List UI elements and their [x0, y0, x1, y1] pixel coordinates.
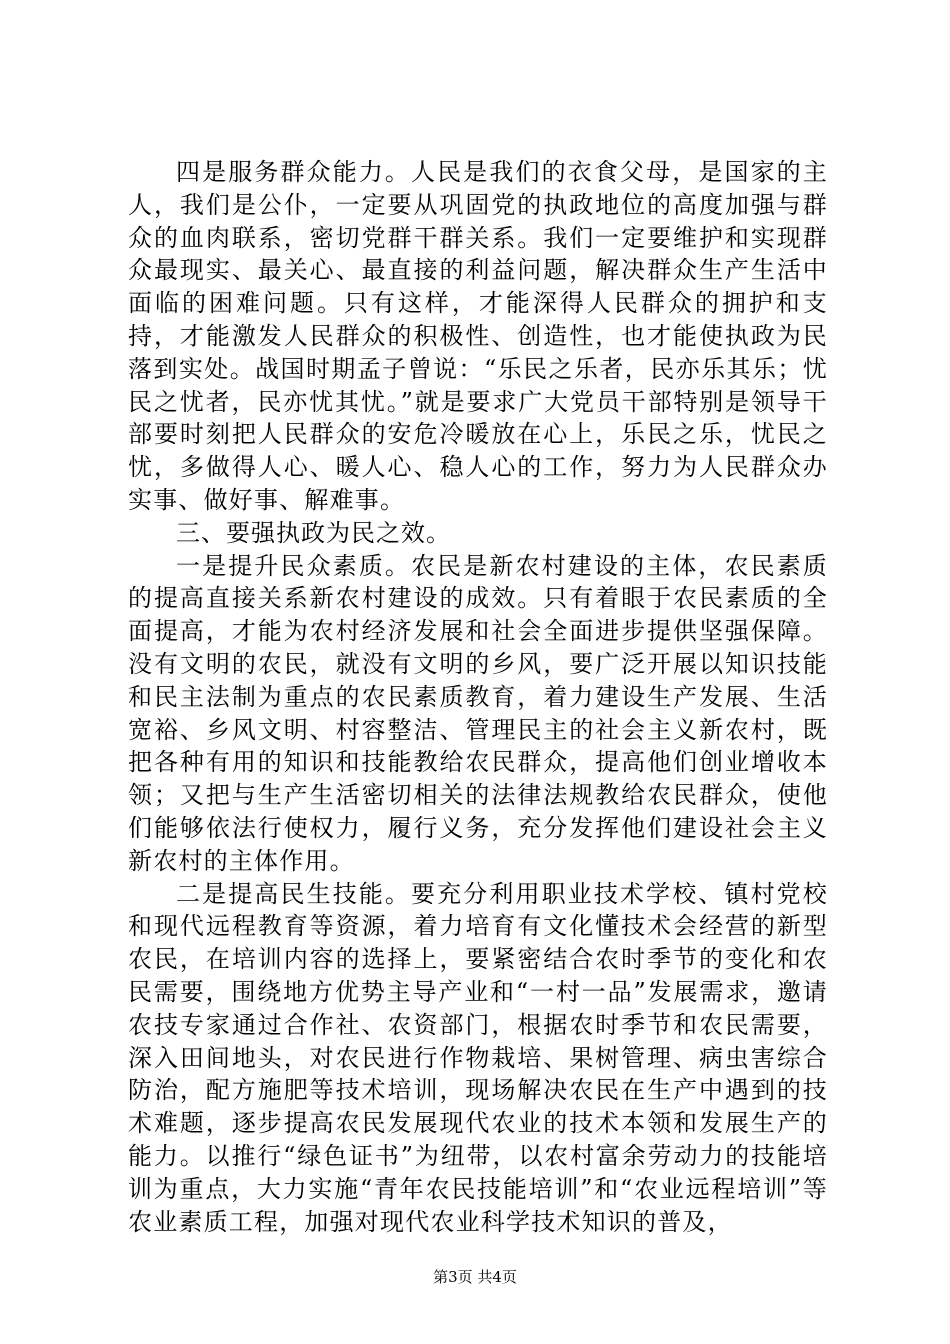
section-heading-3: 三、要强执政为民之效。 — [176, 518, 451, 547]
page-footer: 第3页 共4页 — [433, 1268, 517, 1286]
paragraph-improve-quality: 一是提升民众素质。农民是新农村建设的主体，农民素质的提高直接关系新农村建设的成效。只有着眼于农民素质的全面提高，才能为农村经济发展和社会全面进步提供坚强保障。没有文明的农民，就没有文明的乡风，要广泛开展以知识技能和民主法制为重点的农民素质教育，着力建设生产发展、生活宽裕、乡风文明、村容整洁、管理民主的社会主义新农村，既把各种有用的知识和技能教给农民群众，提高他们创业增收本领；又把与生产生活密切相关的法律法规教给农民群众，使他们能够依法行使权力，履行义务，充分发挥他们建设社会主义新农村的主体作用。 — [128, 551, 828, 875]
paragraph-service-ability: 四是服务群众能力。人民是我们的衣食父母，是国家的主人，我们是公仆，一定要从巩固党的执政地位的高度加强与群众的血肉联系，密切党群干群关系。我们一定要维护和实现群众最现实、最关心、最直接的利益问题，解决群众生产生活中面临的困难问题。只有这样，才能深得人民群众的拥护和支持，才能激发人民群众的积极性、创造性，也才能使执政为民落到实处。战国时期孟子曾说：“乐民之乐者，民亦乐其乐；忧民之忧者，民亦忧其忧。”就是要求广大党员干部特别是领导干部要时刻把人民群众的安危冷暖放在心上，乐民之乐，忧民之忧，多做得人心、暖人心、稳人心的工作，努力为人民群众办实事、做好事、解难事。 — [128, 158, 828, 514]
document-body — [128, 156, 828, 1238]
paragraph-improve-skills: 二是提高民生技能。要充分利用职业技术学校、镇村党校和现代远程教育等资源，着力培育有文化懂技术会经营的新型农民，在培训内容的选择上，要紧密结合农时季节的变化和农民需要，围绕地方优势主导产业和“一村一品”发展需求，邀请农技专家通过合作社、农资部门，根据农时季节和农民需要，深入田间地头，对农民进行作物栽培、果树管理、病虫害综合防治，配方施肥等技术培训，现场解决农民在生产中遇到的技术难题，逐步提高农民发展现代农业的技术本领和发展生产的能力。以推行“绿色证书”为纽带，以农村富余劳动力的技能培训为重点，大力实施“青年农民技能培训”和“农业远程培训”等农业素质工程，加强对现代农业科学技术知识的普及， — [128, 879, 828, 1236]
